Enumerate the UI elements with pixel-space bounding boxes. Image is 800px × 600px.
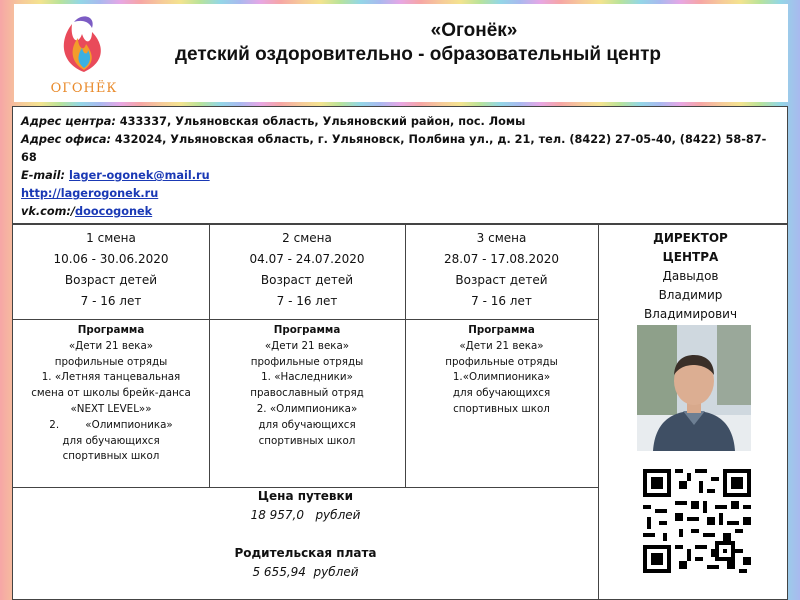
program-line: «Дети 21 века» <box>459 339 544 352</box>
director-block <box>598 229 783 324</box>
shift-dates: 10.06 - 30.06.2020 <box>53 252 169 266</box>
qr-code[interactable] <box>643 469 751 573</box>
shift-3 <box>405 228 598 312</box>
program-1 <box>13 323 209 465</box>
trip-price-value: 18 957,0 рублей <box>250 508 361 522</box>
program-line: православный отряд <box>250 387 364 400</box>
program-2 <box>209 323 405 449</box>
page-subtitle: детский оздоровительно - образовательный центр <box>174 44 661 65</box>
program-3 <box>405 323 598 418</box>
office-address <box>21 131 779 167</box>
shift-age: 7 - 16 лет <box>471 294 532 308</box>
director-title: ДИРЕКТОР <box>653 231 728 245</box>
program-line: профильные отряды <box>445 355 558 368</box>
program-line: спортивных школ <box>258 434 356 447</box>
page-title: «Огонёк» <box>430 20 518 41</box>
vk-link[interactable]: doocogonek <box>75 205 153 218</box>
office-address-label: Адрес офиса: <box>21 133 111 146</box>
parent-fee-value: 5 655,94 рублей <box>252 565 359 579</box>
shift-age: 7 - 16 лет <box>276 294 338 308</box>
email-label: E-mail: <box>21 169 69 182</box>
director-name: Владимирович <box>643 307 738 321</box>
header <box>14 4 788 102</box>
shift-age-label: Возраст детей <box>260 273 354 287</box>
program-title: Программа <box>77 324 145 336</box>
vk-line <box>21 203 779 221</box>
trip-price-label: Цена путевки <box>257 489 354 503</box>
director-name: Давыдов <box>662 269 719 283</box>
program-line: для обучающихся <box>258 418 356 431</box>
program-line: «Дети 21 века» <box>264 339 350 352</box>
shift-dates: 28.07 - 17.08.2020 <box>443 252 560 266</box>
program-line: «NEXT LEVEL»» <box>70 402 152 415</box>
program-line: для обучающихся <box>62 434 160 447</box>
row-divider <box>13 319 598 320</box>
center-address <box>21 113 779 131</box>
center-address-label: Адрес центра: <box>21 115 116 128</box>
schedule-table <box>12 224 788 600</box>
shift-dates: 04.07 - 24.07.2020 <box>249 252 365 266</box>
program-line: 2. «Олимпионика» <box>256 402 358 415</box>
flame-logo-icon <box>48 12 120 78</box>
vk-label: vk.com:/ <box>21 205 76 218</box>
shift-age: 7 - 16 лет <box>80 294 142 308</box>
shift-2 <box>209 228 405 312</box>
shift-1 <box>13 228 209 312</box>
email-link[interactable]: lager-ogonek@mail.ru <box>69 169 210 182</box>
shift-name: 2 смена <box>282 231 332 245</box>
price-block <box>13 487 598 582</box>
program-line: 1. «Летняя танцевальная <box>41 371 181 384</box>
program-title: Программа <box>468 324 535 336</box>
shift-name: 3 смена <box>476 231 527 245</box>
shift-name: 1 смена <box>86 231 136 245</box>
program-line: для обучающихся <box>452 387 551 400</box>
logo <box>48 12 120 96</box>
center-address-value: 433337, Ульяновская область, Ульяновский район, пос. Ломы <box>115 115 526 128</box>
program-line: 1. «Наследники» <box>261 371 353 384</box>
logo-text: ОГОНЁК <box>50 81 118 96</box>
program-line: 1.«Олимпионика» <box>452 371 551 384</box>
office-address-value: 432024, Ульяновская область, г. Ульяновск, Полбина ул., д. 21, тел. (8422) 27-05-40, (8422) 58-87-68 <box>21 133 767 164</box>
director-name: Владимир <box>658 288 723 302</box>
program-line: профильные отряды <box>54 355 168 368</box>
program-line: спортивных школ <box>453 402 550 415</box>
parent-fee-label: Родительская плата <box>234 546 377 560</box>
spacer <box>13 525 598 544</box>
shift-age-label: Возраст детей <box>455 273 548 287</box>
email-line <box>21 167 779 185</box>
site-line <box>21 185 779 203</box>
program-line: спортивных школ <box>62 450 160 463</box>
director-photo <box>637 325 751 451</box>
program-line: смена от школы брейк-данса <box>31 387 191 400</box>
program-line: профильные отряды <box>250 355 364 368</box>
director-title: ЦЕНТРА <box>662 250 719 264</box>
program-title: Программа <box>273 324 341 336</box>
program-line: «Дети 21 века» <box>68 339 154 352</box>
site-link[interactable]: http://lagerogonek.ru <box>21 187 159 200</box>
program-line: 2. «Олимпионика» <box>49 418 173 431</box>
shift-age-label: Возраст детей <box>64 273 158 287</box>
contact-info <box>12 106 788 224</box>
